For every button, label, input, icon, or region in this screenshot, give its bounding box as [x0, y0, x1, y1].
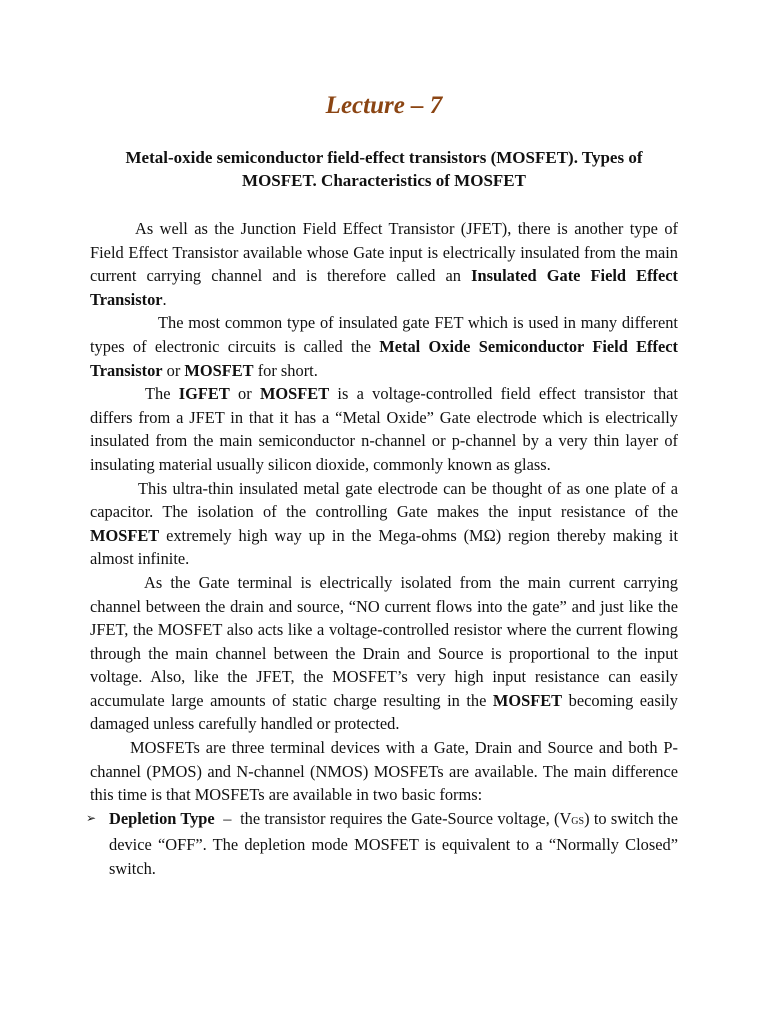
bold-term: Insulated Gate Field Effect Transistor: [90, 266, 678, 309]
paragraph-mosfet-forms: [90, 736, 678, 807]
paragraph-text: MOSFETs are three terminal devices with a Gate, Drain and Source and both P-channel (PMOS) and N-channel (NMOS) MOSFETs are available. The main difference this time is that MOSFETs are available in two basic forms:: [90, 738, 678, 805]
dash: –: [223, 808, 232, 828]
paragraph-gate-capacitor: [90, 477, 678, 571]
lecture-title: Lecture – 7: [325, 92, 443, 119]
chevron-right-bullet-icon: ➢: [86, 810, 97, 825]
section-heading: Metal-oxide semiconductor field-effect transistors (MOSFET). Types of MOSFET. Characteristics of MOSFET: [125, 148, 643, 190]
paragraph-text: is a voltage-controlled field effect transistor that differs from a JFET in that it has a “Metal Oxide” Gate electrode which is electrically insulated from the main semiconductor n-channel or p-channel by a very thin layer of insulating material usually silicon dioxide, commonly known as glass.: [90, 384, 678, 474]
bold-term: IGFET: [178, 384, 230, 404]
paragraph-text: The most common type of insulated gate FET which is used in many different types of electronic circuits is called the: [90, 313, 678, 356]
paragraph-text: for short.: [253, 360, 318, 380]
paragraph-text: or: [162, 360, 185, 380]
bold-term: Depletion Type: [109, 808, 215, 828]
paragraph-text: ) to switch the device “OFF”. The depletion mode MOSFET is equivalent to a “Normally Closed” switch.: [109, 808, 679, 879]
bold-term: MOSFET: [492, 690, 563, 710]
paragraph-text: becoming easily damaged unless carefully handled or protected.: [90, 690, 678, 734]
paragraph-text: This ultra-thin insulated metal gate electrode can be thought of as one plate of a capacitor. The isolation of the controlling Gate makes the input resistance of the: [90, 478, 678, 522]
paragraph-text: the transistor requires the Gate-Source voltage, (V: [240, 808, 572, 828]
bold-term: MOSFET: [184, 360, 254, 380]
paragraph-text: As the Gate terminal is electrically isolated from the main current carrying channel between the drain and source, “NO current flows into the gate” and just like the JFET, the MOSFET also acts like a voltage-controlled resistor where the current flowing through the main channel between the Drain and Source is proportional to the input voltage. Also, like the JFET, the MOSFET’s very high input resistance can easily accumulate large amounts of static charge resulting in the: [90, 572, 678, 710]
paragraph-text: .: [162, 289, 167, 309]
paragraph-gate-isolation: [90, 571, 678, 736]
bold-term: MOSFET: [259, 384, 330, 404]
paragraph-text: extremely high way up in the Mega-ohms (MΩ) region thereby making it almost infinite.: [90, 525, 678, 569]
list-item-depletion-type: [86, 807, 679, 881]
bold-term: MOSFET: [90, 525, 160, 545]
paragraph-text: The: [145, 384, 179, 404]
paragraph-text: or: [229, 384, 260, 404]
paragraph-igfet: [90, 382, 678, 476]
document-body: [86, 217, 679, 881]
subscript-text: GS: [571, 815, 585, 827]
paragraph-text: As well as the Junction Field Effect Transistor (JFET), there is another type of Field Effect Transistor available whose Gate input is electrically insulated from the main current carrying channel and is therefore called an: [90, 219, 678, 286]
paragraph-mosfet-definition: [90, 311, 678, 382]
bold-term: Metal Oxide Semiconductor Field Effect Transistor: [90, 336, 678, 380]
paragraph-jfet-intro: [90, 217, 678, 311]
